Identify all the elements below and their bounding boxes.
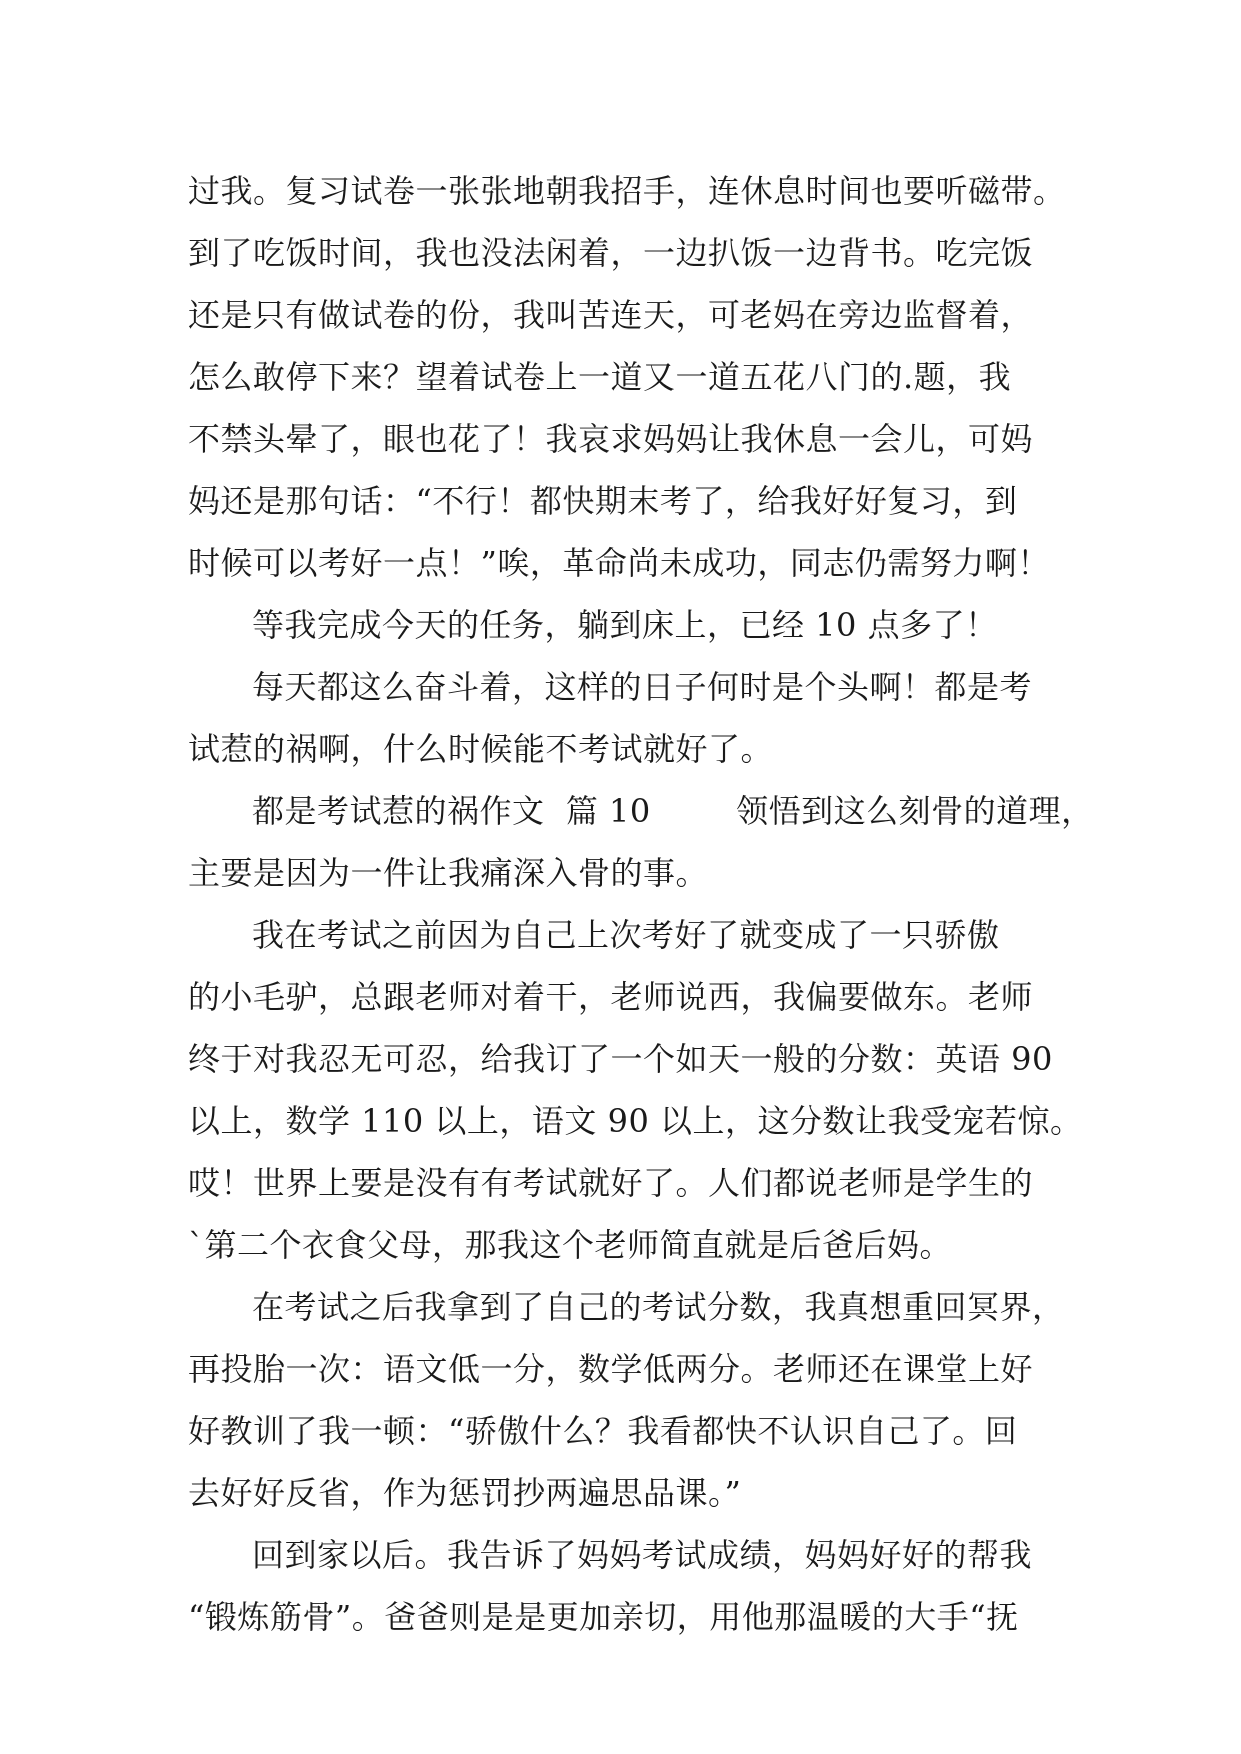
text-line: 终于对我忍无可忍，给我订了一个如天一般的分数：英语 90 [188, 1040, 1053, 1078]
text-line: 哎！世界上要是没有有考试就好了。人们都说老师是学生的 [188, 1164, 1034, 1202]
text-line: 以上，数学 110 以上，语文 90 以上，这分数让我受宠若惊。 [188, 1102, 1083, 1140]
document-body [188, 160, 1094, 1648]
text-line: 在考试之后我拿到了自己的考试分数，我真想重回冥界， [252, 1288, 1065, 1326]
text-line: 时候可以考好一点！”唉，革命尚未成功，同志仍需努力啊！ [188, 544, 1050, 582]
text-line: 回到家以后。我告诉了妈妈考试成绩，妈妈好好的帮我 [252, 1536, 1033, 1574]
text-line: 到了吃饭时间，我也没法闲着，一边扒饭一边背书。吃完饭 [188, 234, 1034, 272]
text-line: “锻炼筋骨”。爸爸则是是更加亲切，用他那温暖的大手“抚 [188, 1598, 1019, 1636]
text-line: 的小毛驴，总跟老师对着干，老师说西，我偏要做东。老师 [188, 978, 1034, 1016]
text-line: 好教训了我一顿：“骄傲什么？我看都快不认识自己了。回 [188, 1412, 1018, 1450]
text-line: 不禁头晕了，眼也花了！我哀求妈妈让我休息一会儿，可妈 [188, 420, 1034, 458]
text-line: 怎么敢停下来？望着试卷上一道又一道五花八门的.题，我 [188, 358, 1012, 396]
text-line: 再投胎一次：语文低一分，数学低两分。老师还在课堂上好 [188, 1350, 1034, 1388]
text-line: 主要是因为一件让我痛深入骨的事。 [188, 854, 709, 892]
text-line: 等我完成今天的任务，躺到床上，已经 10 点多了！ [252, 606, 998, 644]
text-line: 过我。复习试卷一张张地朝我招手，连休息时间也要听磁带。 [188, 172, 1066, 210]
text-line: 我在考试之前因为自己上次考好了就变成了一只骄傲 [252, 916, 1000, 954]
text-line: 每天都这么奋斗着，这样的日子何时是个头啊！都是考 [252, 668, 1033, 706]
text-line: `第二个衣食父母，那我这个老师简直就是后爸后妈。 [188, 1226, 953, 1264]
text-line: 还是只有做试卷的份，我叫苦连天，可老妈在旁边监督着， [188, 296, 1034, 334]
text-line: 试惹的祸啊，什么时候能不考试就好了。 [188, 730, 774, 768]
text-line: 妈还是那句话：“不行！都快期末考了，给我好好复习，到 [188, 482, 1018, 520]
section-heading-line: 都是考试惹的祸作文 篇 10 领悟到这么刻骨的道理， [252, 792, 1094, 830]
text-line: 去好好反省，作为惩罚抄两遍思品课。” [188, 1474, 742, 1512]
